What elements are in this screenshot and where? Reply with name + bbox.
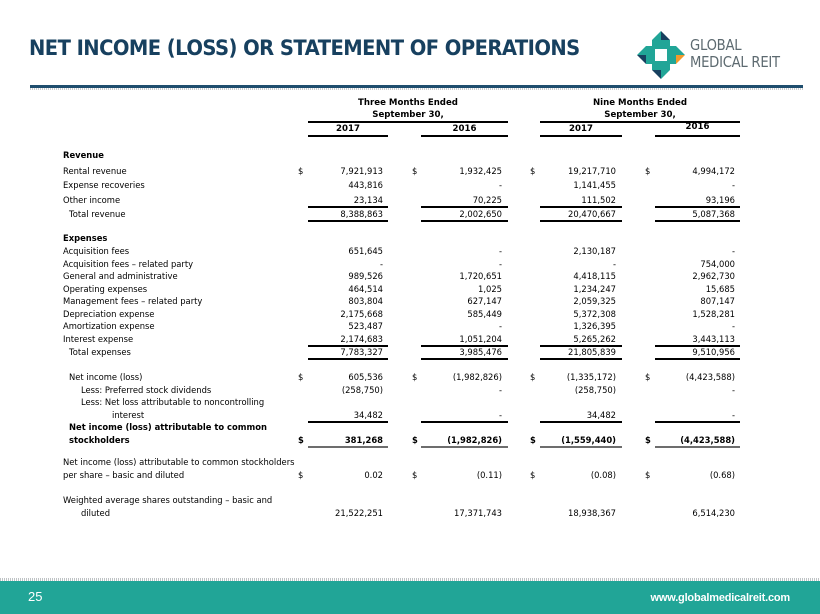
cell-value: 111,502 xyxy=(581,195,616,205)
subtotal-rule xyxy=(540,421,622,423)
row-label-line2: diluted xyxy=(81,508,111,518)
dollar-sign: $ xyxy=(645,166,651,176)
dollar-sign: $ xyxy=(298,470,304,480)
row-label: Management fees – related party xyxy=(63,296,203,306)
cell-value: - xyxy=(379,259,383,269)
total-rule xyxy=(421,220,508,222)
subtotal-rule xyxy=(540,206,622,208)
row-label-line1: Net income (loss) attributable to common xyxy=(69,422,267,432)
cell-value: 19,217,710 xyxy=(568,166,616,176)
dollar-sign: $ xyxy=(645,435,651,445)
total-rule xyxy=(540,358,622,360)
total-rule xyxy=(540,446,622,448)
cell-value: 34,482 xyxy=(586,410,616,420)
cell-value: 5,372,308 xyxy=(573,309,616,319)
cell-value: 15,685 xyxy=(705,284,735,294)
cell-value: 21,805,839 xyxy=(568,347,616,357)
cell-value: - xyxy=(498,180,502,190)
column-header-rule xyxy=(540,135,622,137)
dollar-sign: $ xyxy=(298,435,304,445)
cell-value: 23,134 xyxy=(353,195,383,205)
cell-value: 464,514 xyxy=(348,284,383,294)
page-number: 25 xyxy=(28,589,43,604)
subtotal-rule xyxy=(421,421,508,423)
section-header-expenses: Expenses xyxy=(63,233,108,243)
row-label-line2: interest xyxy=(112,410,145,420)
cell-value: 1,528,281 xyxy=(692,309,735,319)
cell-value: 70,225 xyxy=(472,195,502,205)
cell-value: 651,645 xyxy=(348,246,383,256)
row-label-line1: Less: Net loss attributable to noncontrolling xyxy=(81,397,265,407)
logo-line-1: GLOBAL xyxy=(690,36,742,54)
slide-title: NET INCOME (LOSS) OR STATEMENT OF OPERATIONS xyxy=(29,36,580,60)
row-label: Acquisition fees xyxy=(63,246,130,256)
cell-value: - xyxy=(612,259,616,269)
cell-value: - xyxy=(731,180,735,190)
cell-value: - xyxy=(498,385,502,395)
total-rule xyxy=(421,446,508,448)
dollar-sign: $ xyxy=(412,166,418,176)
dollar-sign: $ xyxy=(530,372,536,382)
row-label-line1: Net income (loss) attributable to common stockholders xyxy=(63,457,295,467)
section-header-revenue: Revenue xyxy=(63,150,104,160)
cell-value: 381,268 xyxy=(344,435,383,445)
cell-value: 754,000 xyxy=(700,259,735,269)
column-header: 2017 xyxy=(336,124,360,134)
cell-value: (4,423,588) xyxy=(680,435,735,445)
total-rule xyxy=(540,220,622,222)
column-header-rule xyxy=(655,135,740,137)
row-label: Expense recoveries xyxy=(63,180,145,190)
cell-value: - xyxy=(731,246,735,256)
row-label: Amortization expense xyxy=(63,321,155,331)
cell-value: 17,371,743 xyxy=(454,508,502,518)
cell-value: - xyxy=(498,246,502,256)
cell-value: (1,335,172) xyxy=(566,372,616,382)
cell-value: 9,510,956 xyxy=(692,347,735,357)
cell-value: 3,985,476 xyxy=(459,347,502,357)
group-header-line1: Three Months Ended xyxy=(358,98,458,108)
cell-value: 1,932,425 xyxy=(459,166,502,176)
cell-value: - xyxy=(731,321,735,331)
cell-value: (1,982,826) xyxy=(447,435,502,445)
cell-value: 1,326,395 xyxy=(573,321,616,331)
total-rule xyxy=(308,446,388,448)
cell-value: 989,526 xyxy=(348,271,383,281)
cell-value: 2,002,650 xyxy=(459,209,502,219)
column-header-rule xyxy=(421,135,508,137)
group-header-three-months xyxy=(308,98,508,120)
cell-value: 2,174,683 xyxy=(340,334,383,344)
cell-value: 21,522,251 xyxy=(335,508,383,518)
dollar-sign: $ xyxy=(298,372,304,382)
row-label: Net income (loss) xyxy=(69,372,143,382)
row-label-line2: stockholders xyxy=(69,435,130,445)
cell-value: 4,994,172 xyxy=(692,166,735,176)
cell-value: (0.68) xyxy=(709,470,735,480)
cell-value: 7,921,913 xyxy=(340,166,383,176)
row-label: Depreciation expense xyxy=(63,309,155,319)
row-label: Operating expenses xyxy=(63,284,148,294)
cell-value: 20,470,667 xyxy=(568,209,616,219)
dollar-sign: $ xyxy=(530,470,536,480)
row-label: Other income xyxy=(63,195,121,205)
cell-value: 4,418,115 xyxy=(573,271,616,281)
cell-value: 3,443,113 xyxy=(692,334,735,344)
cell-value: 1,025 xyxy=(478,284,502,294)
dollar-sign: $ xyxy=(530,435,536,445)
cell-value: 5,265,262 xyxy=(573,334,616,344)
cell-value: 2,962,730 xyxy=(692,271,735,281)
row-label-line2: per share – basic and diluted xyxy=(63,470,185,480)
cell-value: 443,816 xyxy=(348,180,383,190)
cell-value: 8,388,863 xyxy=(340,209,383,219)
cell-value: (4,423,588) xyxy=(685,372,735,382)
dollar-sign: $ xyxy=(412,435,418,445)
website-link[interactable]: www.globalmedicalreit.com xyxy=(650,592,790,604)
group-header-rule xyxy=(308,121,508,123)
cell-value: - xyxy=(731,385,735,395)
cell-value: 803,804 xyxy=(348,296,383,306)
cell-value: - xyxy=(498,410,502,420)
dollar-sign: $ xyxy=(645,470,651,480)
subtotal-rule xyxy=(421,206,508,208)
row-label: Acquisition fees – related party xyxy=(63,259,194,269)
cell-value: 585,449 xyxy=(467,309,502,319)
group-header-nine-months xyxy=(540,98,740,120)
dollar-sign: $ xyxy=(298,166,304,176)
cell-value: 605,536 xyxy=(348,372,383,382)
subtotal-rule xyxy=(655,421,740,423)
cell-value: 1,234,247 xyxy=(573,284,616,294)
subtotal-rule xyxy=(308,421,388,423)
row-label: Rental revenue xyxy=(63,166,127,176)
cell-value: 807,147 xyxy=(700,296,735,306)
row-label: Total expenses xyxy=(69,347,131,357)
total-rule xyxy=(308,220,388,222)
subtotal-rule xyxy=(655,206,740,208)
cell-value: (1,982,826) xyxy=(452,372,502,382)
total-rule xyxy=(308,358,388,360)
dollar-sign: $ xyxy=(412,372,418,382)
total-rule xyxy=(655,358,740,360)
cell-value: 2,059,325 xyxy=(573,296,616,306)
cell-value: 2,175,668 xyxy=(340,309,383,319)
cell-value: (0.08) xyxy=(590,470,616,480)
cell-value: 1,051,204 xyxy=(459,334,502,344)
column-header-rule xyxy=(308,135,388,137)
cell-value: - xyxy=(731,410,735,420)
footer-bar xyxy=(0,581,820,614)
cell-value: (258,750) xyxy=(341,385,383,395)
group-header-line1: Nine Months Ended xyxy=(592,98,688,108)
cell-value: 93,196 xyxy=(705,195,735,205)
logo-line-2: MEDICAL REIT xyxy=(690,53,780,71)
cell-value: - xyxy=(498,259,502,269)
column-header: 2016 xyxy=(452,124,477,134)
cell-value: (1,559,440) xyxy=(561,435,616,445)
total-rule xyxy=(655,220,740,222)
cell-value: (258,750) xyxy=(574,385,616,395)
cell-value: 523,487 xyxy=(348,321,383,331)
row-label: General and administrative xyxy=(63,271,178,281)
column-header: 2017 xyxy=(569,124,593,134)
cell-value: 1,141,455 xyxy=(573,180,616,190)
cell-value: 1,720,651 xyxy=(459,271,502,281)
cell-value: 34,482 xyxy=(353,410,383,420)
group-header-line2: September 30, xyxy=(604,110,676,120)
total-rule xyxy=(421,358,508,360)
cell-value: (0.11) xyxy=(476,470,502,480)
dollar-sign: $ xyxy=(645,372,651,382)
column-header: 2016 xyxy=(685,122,710,132)
subtotal-rule xyxy=(308,206,388,208)
cell-value: 2,130,187 xyxy=(573,246,616,256)
cell-value: 0.02 xyxy=(364,470,383,480)
cell-value: 18,938,367 xyxy=(568,508,616,518)
row-label: Total revenue xyxy=(69,209,126,219)
cell-value: 5,087,368 xyxy=(692,209,735,219)
group-header-line2: September 30, xyxy=(372,110,444,120)
row-label: Less: Preferred stock dividends xyxy=(81,385,212,395)
row-label-line1: Weighted average shares outstanding – basic and xyxy=(63,495,273,505)
row-label: Interest expense xyxy=(63,334,134,344)
cell-value: 6,514,230 xyxy=(692,508,735,518)
cell-value: - xyxy=(498,321,502,331)
cell-value: 7,783,327 xyxy=(340,347,383,357)
dollar-sign: $ xyxy=(412,470,418,480)
dollar-sign: $ xyxy=(530,166,536,176)
total-rule xyxy=(655,446,740,448)
cell-value: 627,147 xyxy=(467,296,502,306)
